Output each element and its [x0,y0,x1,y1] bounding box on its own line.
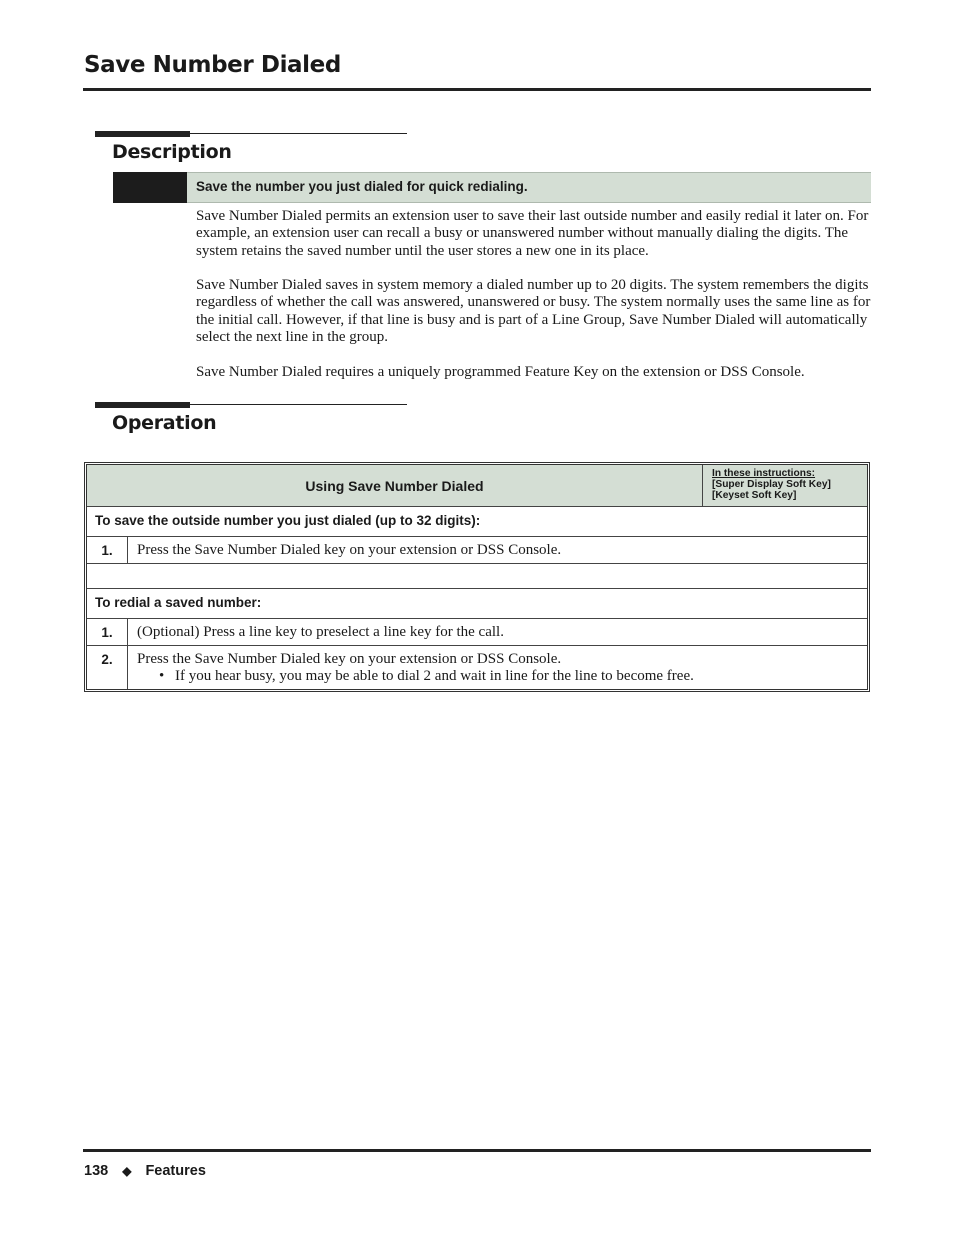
step-number: 1. [87,619,128,645]
description-heading: Description [112,141,232,163]
section-rule-thin [95,133,407,134]
title-rule [83,88,871,91]
step-text: (Optional) Press a line key to preselect a line key for the call. [137,624,504,640]
bullet-text: If you hear busy, you may be able to dial 2 and wait in line for the line to become free. [175,668,694,684]
diamond-icon: ◆ [122,1164,132,1178]
page-number: 138 [84,1163,109,1179]
table-header-row [87,465,867,506]
footer-section: Features [145,1163,206,1179]
page-footer [84,1163,206,1179]
operation-table [84,462,870,692]
summary-marker [113,172,187,203]
page-title: Save Number Dialed [84,52,341,78]
description-body [196,208,871,398]
note-line: In these instructions: [712,468,816,479]
description-paragraph: Save Number Dialed requires a uniquely programmed Feature Key on the extension or DSS Console. [196,363,805,380]
summary-bar [187,172,871,203]
note-line: [Super Display Soft Key] [712,479,831,490]
step-number: 2. [87,646,128,689]
table-row [87,618,867,645]
table-title: Using Save Number Dialed [87,465,703,506]
description-paragraph: Save Number Dialed permits an extension user to save their last outside number and easily redial it later on. For example, an extension user can recall a busy or unanswered number without manually dialing the digits. The system retains the saved number until the user stores a new one in its place. [196,208,869,259]
section-rule-thick [95,402,190,408]
note-line: [Keyset Soft Key] [712,490,797,501]
step-content [128,646,694,689]
summary-text: Save the number you just dialed for quick redialing. [196,179,528,194]
step-bullet [137,668,694,685]
table-spacer-row [87,563,867,588]
table-row [87,645,867,689]
table-section-label: To save the outside number you just dialed (up to 32 digits): [87,506,867,536]
operation-heading: Operation [112,412,217,434]
section-rule-thin [95,404,407,405]
step-number: 1. [87,537,128,563]
step-text: Press the Save Number Dialed key on your extension or DSS Console. [137,542,562,558]
section-rule-thick [95,131,190,137]
footer-rule [83,1149,871,1152]
description-paragraph: Save Number Dialed saves in system memory a dialed number up to 20 digits. The system remembers the digits regardless of whether the call was answered, unanswered or busy. The system normally uses the same line as for the initial call. However, if that line is busy and is part of a Line Group, Save Number Dialed will automatically select the next line in the group. [196,277,871,346]
step-text: Press the Save Number Dialed key on your extension or DSS Console. [137,651,562,667]
table-section-label: To redial a saved number: [87,588,867,618]
table-row [87,536,867,563]
bullet-icon: • [159,668,165,684]
instructions-note [703,465,867,506]
